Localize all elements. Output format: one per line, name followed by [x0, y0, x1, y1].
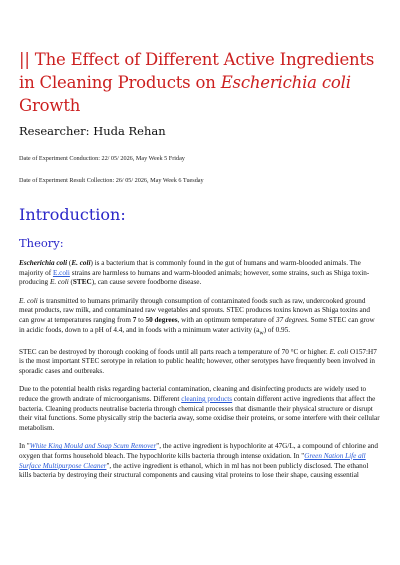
- text-run: In ": [19, 442, 30, 451]
- paragraph-ecoli-intro: [19, 259, 380, 288]
- text-run: is transmitted to humans primarily through consumption of contaminated foods such as raw, undercooked ground meat products, raw milk, and contaminated raw vegetables and sprouts. STEC produces toxins known as Shiga toxins and can grow at temperatures ranging from: [19, 296, 370, 324]
- theory-heading: Theory:: [19, 236, 64, 250]
- green-nation-link[interactable]: Green Nation Life all Surface Multipurpose Cleaner: [19, 451, 366, 470]
- text-run: STEC can be destroyed by thorough cooking of foods until all parts reach a temperature of 70 °C or higher.: [19, 347, 330, 356]
- paragraph-cleaning-products: [19, 385, 380, 433]
- text-run: . Some STEC can grow in acidic foods, down to a pH of 4.4, and in foods with a minimum water activity (a: [19, 315, 375, 334]
- text-run: strains are harmless to humans and warm-blooded animals; however, some strains, such as Shiga toxin-producing: [19, 268, 370, 287]
- text-run: ", the active ingredient is ethanol, which in ml has not been publicly disclosed. The ethanol kills bacteria by destroying their structural components and causing vital proteins to lose their shape, causing essential: [19, 461, 369, 480]
- text-run: E. coli: [329, 347, 349, 356]
- paragraph-stec-destruction: [19, 348, 380, 377]
- text-run: (: [67, 259, 72, 267]
- title-suffix: Growth: [19, 96, 81, 115]
- white-king-link[interactable]: White King Mould and Soap Scum Remover: [29, 442, 157, 451]
- text-run: ) is a bacterium that is commonly found in the gut of humans and warm-blooded animals. The majority of: [19, 259, 361, 277]
- text-run: (: [68, 278, 73, 287]
- text-run: to: [136, 315, 146, 324]
- text-run: w: [259, 330, 264, 336]
- text-run: Due to the potential health risks regarding bacterial contamination, cleaning and disinfecting products are widely used to reduce the growth andrate of microorganisms. Different: [19, 385, 367, 403]
- text-run: 7: [132, 315, 137, 324]
- researcher-name: Researcher: Huda Rehan: [19, 124, 166, 138]
- text-run: 37 degrees: [275, 315, 308, 324]
- text-run: 50 degrees: [145, 315, 178, 324]
- text-run: ", the active ingredient is hypochlorite at 47G/L, a compound of chlorine and oxygen that forms household bleach. The hypochlorite kills bacteria through intense oxidation. In ": [19, 442, 378, 460]
- text-run: E. coli: [19, 296, 38, 305]
- paragraph-transmission: [19, 297, 380, 339]
- text-run: E. coli: [49, 278, 69, 287]
- ecoli-link[interactable]: E.coli: [52, 268, 70, 277]
- text-run: STEC: [72, 278, 92, 287]
- document-title: [19, 0, 380, 117]
- text-run: , with an optimum temperature of: [177, 315, 276, 324]
- title-organism: Escherichia coli: [220, 73, 351, 92]
- date-collection: Date of Experiment Result Collection: 26/ 05/ 2026, May Week 6 Tuesday: [19, 177, 204, 184]
- text-run: Escherichia coli: [19, 259, 68, 267]
- paragraph-active-ingredients: [19, 442, 380, 480]
- introduction-heading: Introduction:: [19, 205, 126, 224]
- text-run: O157:H7 is the most important STEC serotype in relation to public health; however, other serotypes have frequently been involved in sporadic cases and outbreaks.: [19, 347, 377, 375]
- cleaning-products-link[interactable]: cleaning products: [181, 394, 233, 403]
- text-run: contain different active ingredients that affect the bacteria. Cleaning products neutralise bacteria through chemical processes that dismantle their physical structure or disrupt their vital functions. Some physically strip the bacteria away, some oxidise their proteins, or some interfere with their cellular metabolism.: [19, 394, 380, 432]
- date-conduction: Date of Experiment Conduction: 22/ 05/ 2026, May Week 5 Friday: [19, 155, 185, 162]
- text-run: ), can cause severe foodborne disease.: [91, 278, 202, 287]
- text-run: E. coli: [71, 259, 91, 267]
- text-run: ) of 0.95.: [263, 325, 291, 334]
- title-prefix: || The Effect of Different Active Ingredients in Cleaning Products on: [19, 50, 375, 92]
